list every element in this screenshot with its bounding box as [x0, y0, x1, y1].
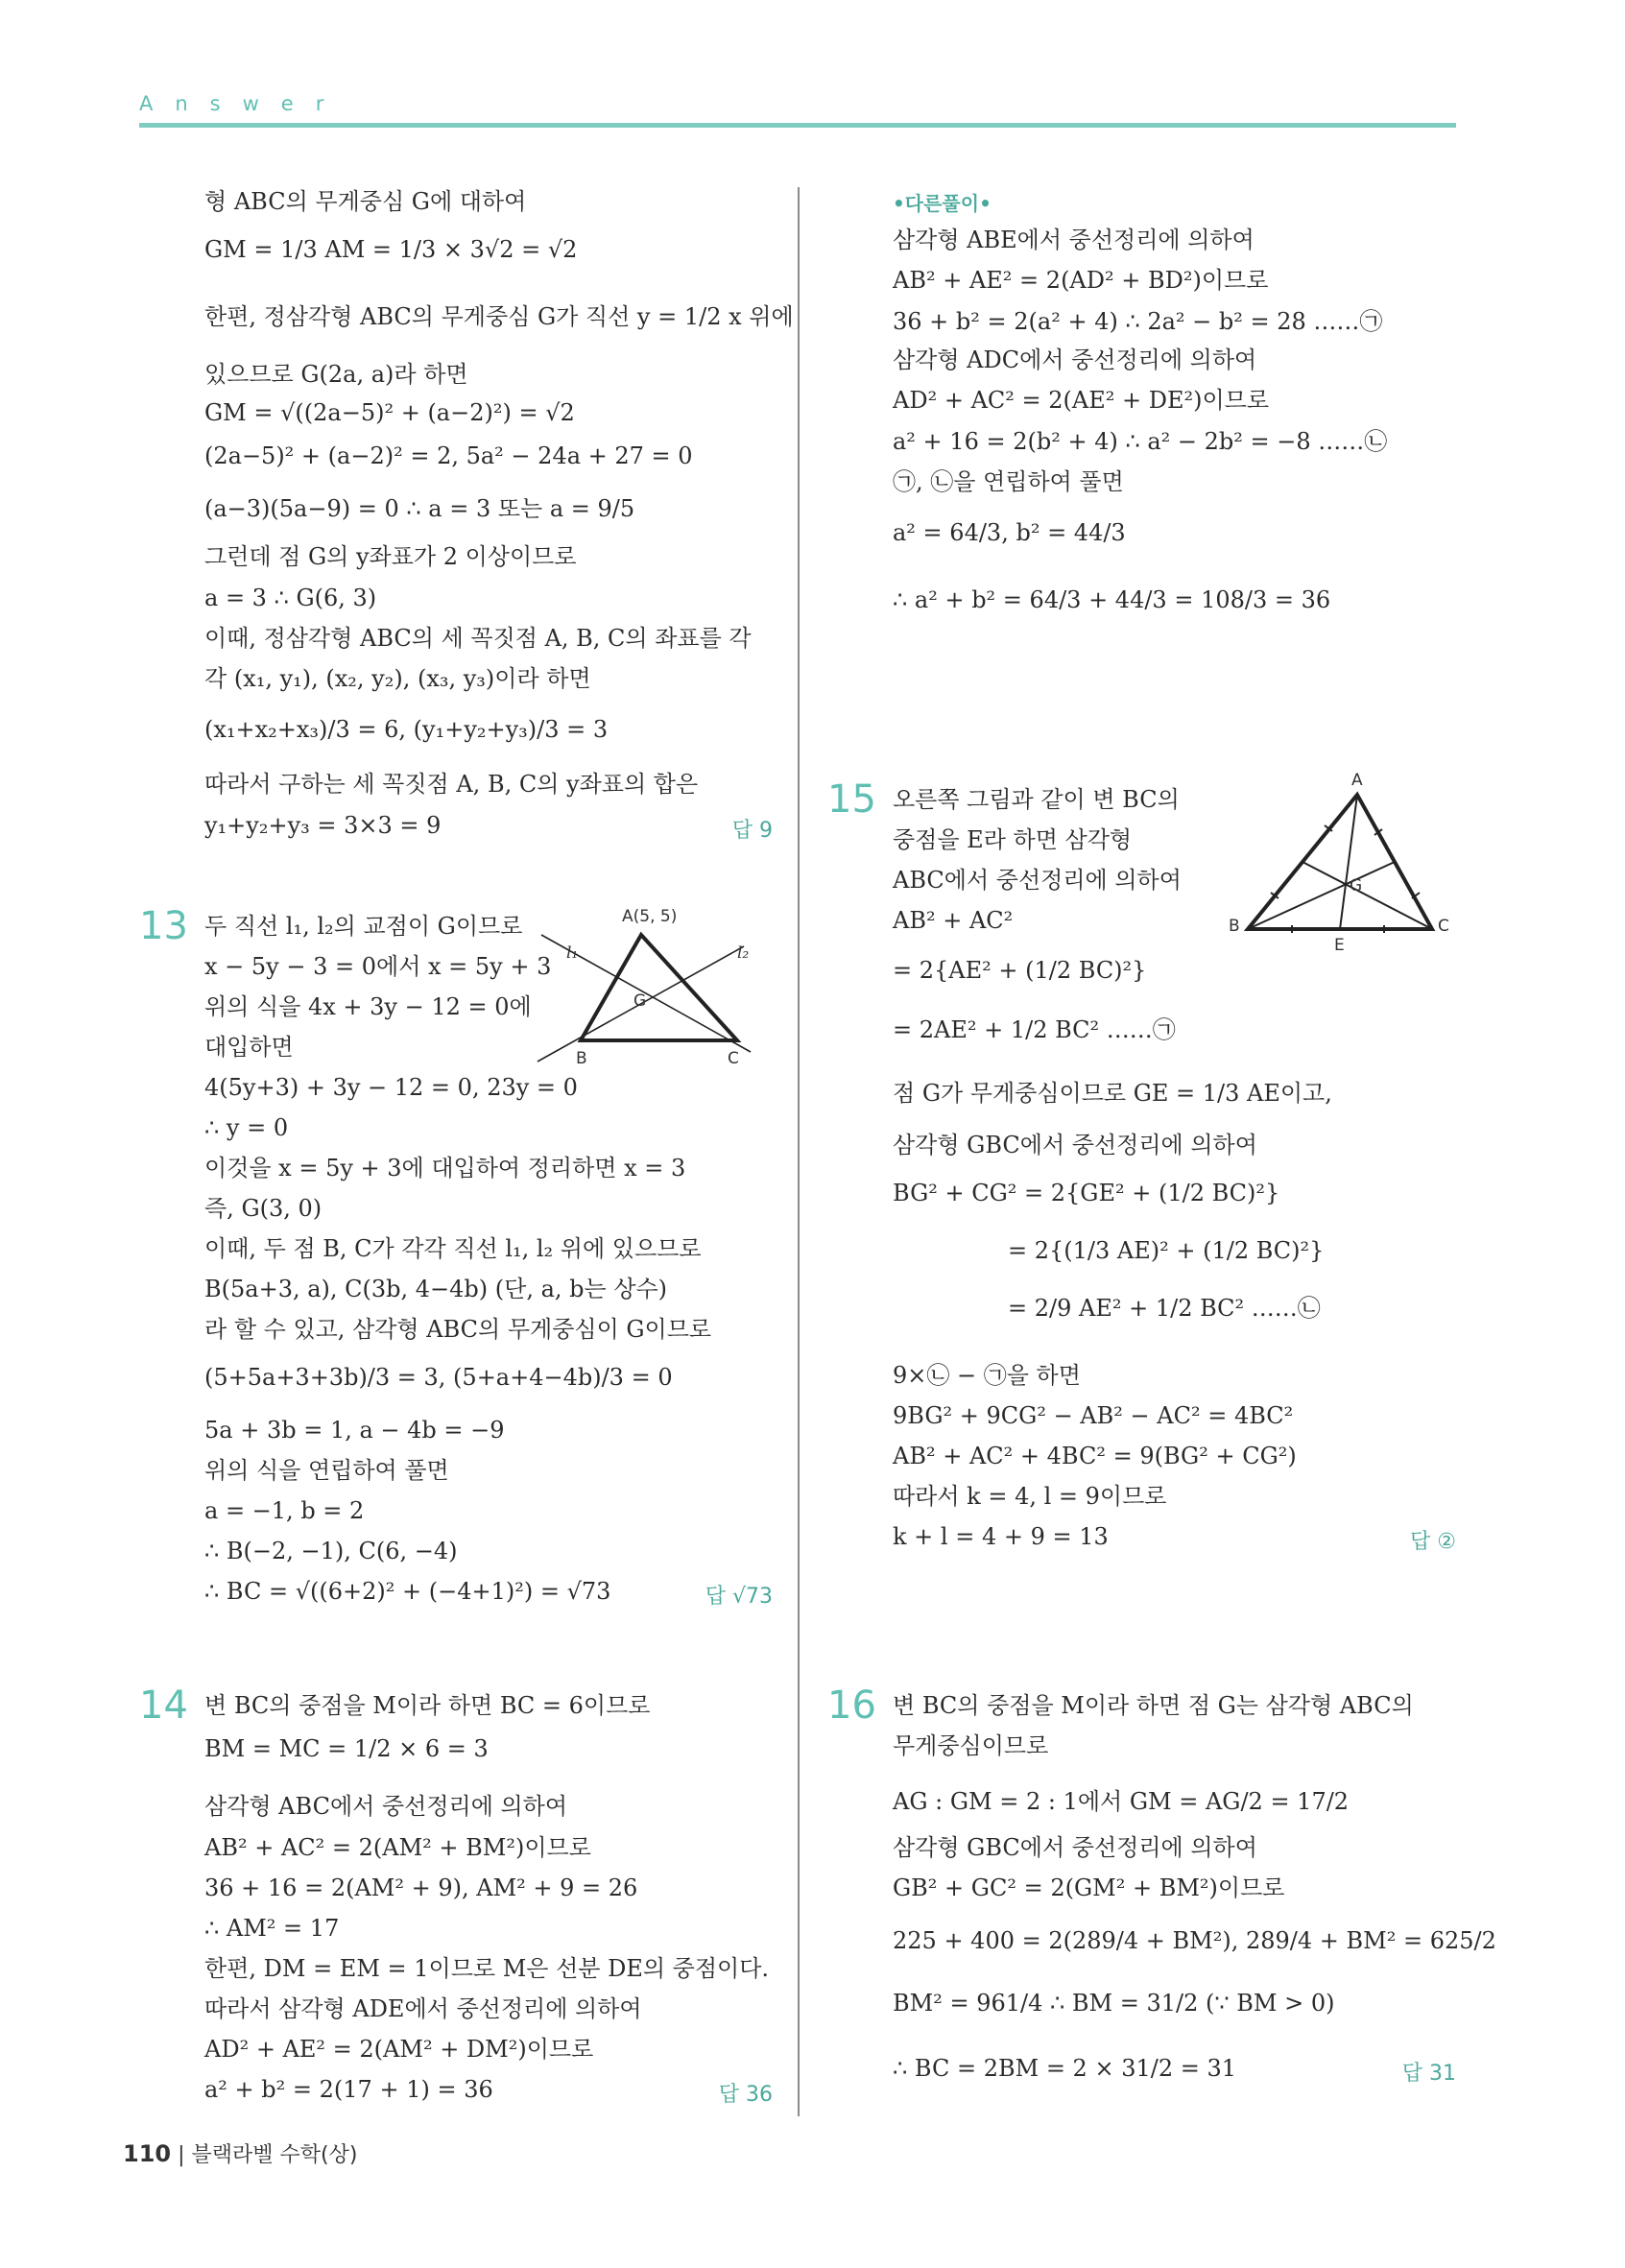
footer-separator: |: [178, 2143, 192, 2167]
text-line: ㉠, ㉡을 연립하여 풀면: [893, 468, 1124, 495]
text-line: 점 G가 무게중심이므로 GE = 1/3 AE이고,: [893, 1080, 1332, 1107]
text-line: ∴ B(−2, −1), C(6, −4): [204, 1538, 458, 1564]
text-line: 즉, G(3, 0): [204, 1195, 323, 1222]
text-line: GM = 1/3 AM = 1/3 × 3√2 = √2: [204, 236, 578, 263]
text-line: 형 ABC의 무게중심 G에 대하여: [204, 188, 527, 215]
text-line: B(5a+3, a), C(3b, 4−4b) (단, a, b는 상수): [204, 1276, 668, 1302]
text-line: 삼각형 ABC에서 중선정리에 의하여: [204, 1793, 568, 1820]
text-line: 대입하면: [204, 1034, 294, 1061]
line-l2-label: l₂: [737, 943, 750, 963]
text-line: 한편, 정삼각형 ABC의 무게중심 G가 직선 y = 1/2 x 위에: [204, 303, 794, 330]
text-line: 위의 식을 연립하여 풀면: [204, 1457, 449, 1484]
text-line: 위의 식을 4x + 3y − 12 = 0에: [204, 993, 532, 1020]
text-line: 무게중심이므로: [893, 1732, 1049, 1759]
text-line: 36 + b² = 2(a² + 4) ∴ 2a² − b² = 28 ……㉠: [893, 308, 1383, 335]
text-line: y₁+y₂+y₃ = 3×3 = 9: [204, 812, 442, 839]
midpoint-e-label: E: [1334, 936, 1345, 955]
column-divider: [798, 187, 800, 2116]
problem-number: 16: [827, 1683, 876, 1728]
text-line: 따라서 구하는 세 꼭짓점 A, B, C의 y좌표의 합은: [204, 771, 699, 798]
text-line: 5a + 3b = 1, a − 4b = −9: [204, 1417, 505, 1444]
text-line: AB² + AC² + 4BC² = 9(BG² + CG²): [893, 1443, 1297, 1469]
answer-label: 답 √73: [705, 1585, 773, 1609]
text-line: 225 + 400 = 2(289/4 + BM²), 289/4 + BM² = 625/2: [893, 1927, 1496, 1954]
text-line: 36 + 16 = 2(AM² + 9), AM² + 9 = 26: [204, 1874, 638, 1901]
header-label: Answer: [139, 92, 347, 115]
text-line: = 2{AE² + (1/2 BC)²}: [893, 957, 1147, 984]
page-footer: [123, 2138, 357, 2168]
line-l1-label: l₁: [566, 943, 579, 963]
text-line: = 2/9 AE² + 1/2 BC² ……㉡: [1008, 1295, 1321, 1322]
text-line: 4(5y+3) + 3y − 12 = 0, 23y = 0: [204, 1074, 578, 1101]
text-line: = 2AE² + 1/2 BC² ……㉠: [893, 1016, 1176, 1043]
text-line: 삼각형 GBC에서 중선정리에 의하여: [893, 1132, 1257, 1158]
text-line: (2a−5)² + (a−2)² = 2, 5a² − 24a + 27 = 0: [204, 442, 693, 469]
book-title: 블랙라벨 수학(상): [191, 2143, 358, 2167]
text-line: a² + b² = 2(17 + 1) = 36: [204, 2076, 493, 2103]
text-line: ∴ BC = √((6+2)² + (−4+1)²) = √73: [204, 1578, 611, 1605]
page-number: 110: [123, 2140, 172, 2167]
text-line: GM = √((2a−5)² + (a−2)²) = √2: [204, 399, 575, 426]
text-line: (5+5a+3+3b)/3 = 3, (5+a+4−4b)/3 = 0: [204, 1364, 673, 1391]
text-line: 변 BC의 중점을 M이라 하면 BC = 6이므로: [204, 1692, 651, 1719]
text-line: 변 BC의 중점을 M이라 하면 점 G는 삼각형 ABC의: [893, 1692, 1414, 1719]
text-line: 삼각형 ADC에서 중선정리에 의하여: [893, 346, 1257, 373]
vertex-b-label: B: [576, 1049, 587, 1063]
vertex-c-label: C: [728, 1049, 739, 1063]
header-rule: [139, 123, 1456, 128]
text-line: GB² + GC² = 2(GM² + BM²)이므로: [893, 1874, 1285, 1901]
vertex-b-label: B: [1229, 917, 1240, 936]
text-line: a = 3 ∴ G(6, 3): [204, 585, 377, 611]
answer-label: 답 9: [731, 819, 773, 843]
alternate-solution-title: •다른풀이•: [893, 192, 992, 215]
text-line: ∴ y = 0: [204, 1114, 289, 1141]
text-line: a² + 16 = 2(b² + 4) ∴ a² − 2b² = −8 ……㉡: [893, 428, 1388, 455]
text-line: x − 5y − 3 = 0에서 x = 5y + 3: [204, 953, 552, 980]
text-line: BM = MC = 1/2 × 6 = 3: [204, 1735, 489, 1762]
text-line: 있으므로 G(2a, a)라 하면: [204, 361, 468, 388]
text-line: BM² = 961/4 ∴ BM = 31/2 (∵ BM > 0): [893, 1990, 1335, 2017]
text-line: 라 할 수 있고, 삼각형 ABC의 무게중심이 G이므로: [204, 1316, 712, 1343]
text-line: ABC에서 중선정리에 의하여: [893, 867, 1182, 894]
text-line: AB² + AC² = 2(AM² + BM²)이므로: [204, 1834, 591, 1861]
text-line: AD² + AE² = 2(AM² + DM²)이므로: [204, 2036, 594, 2063]
text-line: ∴ AM² = 17: [204, 1915, 340, 1942]
text-line: 9×㉡ − ㉠을 하면: [893, 1362, 1081, 1389]
vertex-a-label: A(5, 5): [622, 907, 678, 926]
text-line: 각 (x₁, y₁), (x₂, y₂), (x₃, y₃)이라 하면: [204, 665, 591, 692]
text-line: k + l = 4 + 9 = 13: [893, 1523, 1109, 1550]
text-line: 그런데 점 G의 y좌표가 2 이상이므로: [204, 543, 577, 570]
text-line: 9BG² + 9CG² − AB² − AC² = 4BC²: [893, 1402, 1294, 1429]
triangle-13-figure: [528, 900, 768, 1063]
triangle-15-figure: [1211, 766, 1456, 958]
text-line: a² = 64/3, b² = 44/3: [893, 519, 1126, 546]
text-line: = 2{(1/3 AE)² + (1/2 BC)²}: [1008, 1237, 1325, 1264]
centroid-g-label: G: [633, 991, 647, 1011]
text-line: 따라서 k = 4, l = 9이므로: [893, 1483, 1167, 1510]
problem-number: 13: [139, 904, 188, 948]
answer-label: 답 ②: [1410, 1530, 1456, 1554]
text-line: 한편, DM = EM = 1이므로 M은 선분 DE의 중점이다.: [204, 1955, 770, 1982]
text-line: 두 직선 l₁, l₂의 교점이 G이므로: [204, 913, 523, 940]
text-line: 따라서 삼각형 ADE에서 중선정리에 의하여: [204, 1995, 642, 2022]
text-line: 이때, 정삼각형 ABC의 세 꼭짓점 A, B, C의 좌표를 각: [204, 625, 752, 652]
vertex-a-label: A: [1351, 771, 1363, 790]
centroid-g-label: G: [1350, 876, 1363, 895]
text-line: AG : GM = 2 : 1에서 GM = AG/2 = 17/2: [893, 1788, 1350, 1815]
text-line: 중점을 E라 하면 삼각형: [893, 826, 1133, 853]
problem-number: 14: [139, 1683, 188, 1728]
text-line: AB² + AE² = 2(AD² + BD²)이므로: [893, 267, 1269, 294]
vertex-c-label: C: [1438, 917, 1449, 936]
text-line: 삼각형 ABE에서 중선정리에 의하여: [893, 227, 1255, 253]
text-line: ∴ a² + b² = 64/3 + 44/3 = 108/3 = 36: [893, 586, 1331, 613]
text-line: AB² + AC²: [893, 907, 1014, 934]
text-line: AD² + AC² = 2(AE² + DE²)이므로: [893, 387, 1270, 414]
text-line: (a−3)(5a−9) = 0 ∴ a = 3 또는 a = 9/5: [204, 495, 635, 522]
text-line: 삼각형 GBC에서 중선정리에 의하여: [893, 1834, 1257, 1861]
text-line: BG² + CG² = 2{GE² + (1/2 BC)²}: [893, 1180, 1280, 1206]
problem-number: 15: [827, 777, 876, 822]
answer-label: 답 31: [1401, 2062, 1456, 2086]
text-line: 이것을 x = 5y + 3에 대입하여 정리하면 x = 3: [204, 1155, 686, 1182]
text-line: ∴ BC = 2BM = 2 × 31/2 = 31: [893, 2055, 1236, 2082]
triangle-abc: [1248, 795, 1432, 929]
text-line: 오른쪽 그림과 같이 변 BC의: [893, 786, 1180, 813]
text-line: a = −1, b = 2: [204, 1497, 365, 1524]
text-line: (x₁+x₂+x₃)/3 = 6, (y₁+y₂+y₃)/3 = 3: [204, 716, 609, 743]
text-line: 이때, 두 점 B, C가 각각 직선 l₁, l₂ 위에 있으므로: [204, 1235, 702, 1262]
answer-label: 답 36: [718, 2083, 773, 2107]
